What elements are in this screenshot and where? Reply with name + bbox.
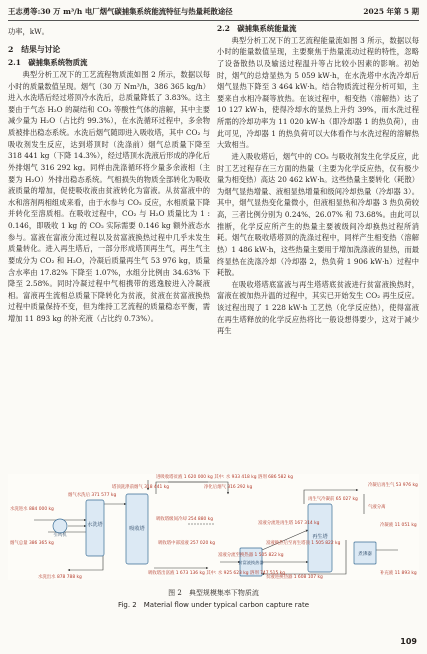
left-column — [8, 26, 210, 325]
figure-caption-en: Fig. 2 Material flow under typical carbon capture rate — [117, 601, 310, 609]
water-wash-tower-label: 水洗塔 — [87, 522, 103, 528]
lean-rich-hx-label: 贫富液换热器 — [238, 560, 264, 565]
lean-in-label: 进吸收塔贫液 1 620 000 kg 其中: 水 933 418 kg 溶剂 686 582 kg — [156, 475, 293, 480]
subsection-title-2-2: 2.2 碳捕集系统能量流 — [217, 24, 297, 33]
paragraph-energy-flow-3: 在吸收塔塔底富液与再生塔塔底贫液进行贫富液换热时，富液在被加热升温的过程中，其实已开始发生 CO₂ 再生反应。该过程出现了 1 228 kW·h 工艺热（化学反应热），使得富液在再生塔释放的化学反应热将比一般设想得要少，这对于减少再生 — [217, 279, 419, 336]
page-number: 109 — [400, 637, 417, 646]
top-wash-label: 塔顶洗涤前烟气 318 441 kg — [112, 485, 170, 490]
condensed-regen-label: 冷凝后再生气 53 976 kg — [368, 483, 418, 488]
absorber-mid-label: 吸收塔中部富液 257 020 kg — [158, 541, 216, 546]
running-header — [8, 4, 419, 21]
paragraph-energy-flow-2: 进入吸收塔后，烟气中的 CO₂ 与吸收剂发生化学反应，此时工艺过程存在三方面的热量（主要为化学反应热，仅有极少量为相变热）高达 20 462 kW·h。这些热量主要转化（耗散）为烟气显热增量、液相显热增量和级间冷却热量（冷却器 3）。其中，烟气显热变化量微小，但液相显热和冷却器 3 热负荷较高，三者比例分别为 0.24%、26.07% 和 73.68%。由此可以推断，化学反应所产生的热量主要被级间冷却换热过程所消耗。烟气在吸收塔塔顶的洗涤过程中，同样产生相变热（溶解热）1 486 kW·h，这些热量主要用于增加洗涤液的显热，而最终显热在洗涤冷却（冷却器 2，热负荷 1 906 kW·h）过程中耗散。 — [217, 151, 419, 278]
right-column — [217, 26, 419, 337]
stage-cool-label: 吸收塔级间冷却 254 880 kg — [156, 517, 214, 522]
section-title: 2 结果与讨论 — [8, 44, 61, 54]
rich-split-label: 富液分流进再生塔 167 314 kg — [258, 521, 320, 526]
rich-out-label: 吸收塔出富液 1 673 136 kg 其中: 水 925 623 kg 溶剂 747 515 kg — [148, 571, 285, 576]
washed-flue-label: 烟气水洗后 371 577 kg — [68, 493, 117, 498]
lean-to-hx-label: 贫液进换热器 1 608 107 kg — [266, 575, 323, 580]
induced-fan-label: 引风机 — [53, 533, 67, 538]
flue-in-label: 烟气总量 386 365 kg — [10, 541, 54, 546]
material-flow-diagram — [8, 474, 419, 580]
reboiler-label: 煮沸器 — [358, 552, 372, 557]
header-issue: 2025 年第 5 期 — [363, 6, 419, 16]
rich-to-hx-label: 富液分流至换热器 1 505 822 kg — [218, 553, 284, 558]
figure-caption-cn: 图 2 典型规模集率下物质流 — [168, 589, 259, 597]
reflux-label: 气液分离 — [368, 505, 386, 510]
wash-water-label: 水洗进水 884 000 kg — [10, 507, 54, 512]
clean-flue-label: 净化后烟气 316 292 kg — [204, 485, 253, 490]
paragraph-material-flow: 典型分析工况下的工艺流程物质流如图 2 所示，数据以每小时的质量数值呈现。烟气（30 万 Nm³/h，386 365 kg/h）进入水洗塔后经过塔顶冷水洗后，总质量降低了 3.83%。这主要由于气态 H₂O 的凝结和 CO₂ 等酸性气体的溶解，其中主要减少量为 H₂O（占比约 99.3%），在水洗循环过程中，多余物质被排出稳态系统。水洗后烟气随即进入吸收塔，其中 CO₂ 与吸收剂发生反应，达到塔顶时（洗涤前）烟气总质量下降至 318 441 kg（下降 14.3%），经过塔顶水洗液后形成的净化后外排烟气 316 292 kg。同样由洗涤循环将少量多余液相（主要为 H₂O）外排出稳态系统。气相损失的物质全部转化为吸收液质量的增加，促使吸收液由贫液转化为富液。从贫富液中的水和溶剂两相组成来看，由于水参与 CO₂ 反应，水相质量下降并转化至溶质相。在吸收过程中，CO₂ 与 H₂O 质量比为 1 : 0.146，即吸收 1 kg 的 CO₂ 实际需要 0.146 kg 额外液态水参与。富液在富液分流过程以及贫富液换热过程中几乎未发生质量转化。进入再生塔后，一部分形成塔顶再生气，再生气主要成分为 CO₂ 和 H₂O，冷凝后质量再生气 53 976 kg，质量含水率由 17.82% 下降至 1.07%，水组分比例由 34.63% 下降至 2.58%。同时冷凝过程中气相携带的逃逸胺进入冷凝液相。富液再生流相总质量下降转化为贫液，贫液在贫富液换热过程中质量保持不变，但为维持工艺流程的质量稳态平衡，需增加 11 893 kg 的补充液（占比约 0.73%）。 — [8, 69, 210, 323]
absorber-label: 吸收塔 — [129, 526, 145, 532]
top-line: 功率，kW。 — [8, 27, 49, 36]
rich-after-hx-label: 富液换热后至再生塔顶 1 505 822 kg — [266, 541, 341, 546]
wash-out-label: 水洗出水 878 788 kg — [38, 575, 82, 580]
paragraph-energy-flow-1: 典型分析工况下的工艺流程能量流如图 3 所示，数据以每小时的能量数值呈现，主要聚焦于热量流动过程的特性，忽略了设备散热以及输送过程温升等占比较小因素的影响。初始时，烟气的总焓显热为 5 059 kW·h，在水洗塔中水洗冷却后烟气显热下降至 3 464 kW·h。结合物质流过程分析可知，主要来自水相冷凝等放热。在该过程中，相变热（溶解热）达了 10 127 kW·h，使得冷却水的显热上升约 39%，而水洗过程所需的冷却功率为 11 020 kW·h（即冷却器 1 的热负荷），由此可见，冷却器 1 的热负荷可以大体看作与水洗过程的溶解热大致相当。 — [217, 35, 419, 150]
subsection-title-2-1: 2.1 碳捕集系统物质流 — [8, 58, 88, 68]
makeup-label: 补充液 11 893 kg — [380, 571, 417, 576]
regenerator-label: 再生塔 — [312, 534, 328, 540]
header-title: 王志勇等:30 万 m³/h 电厂烟气碳捕集系统能流特征与热量耗散途径 — [8, 6, 233, 16]
regen-gas-label: 再生气冷凝前 65 027 kg — [308, 497, 358, 502]
condensate-label: 冷凝液 11 051 kg — [380, 523, 417, 528]
